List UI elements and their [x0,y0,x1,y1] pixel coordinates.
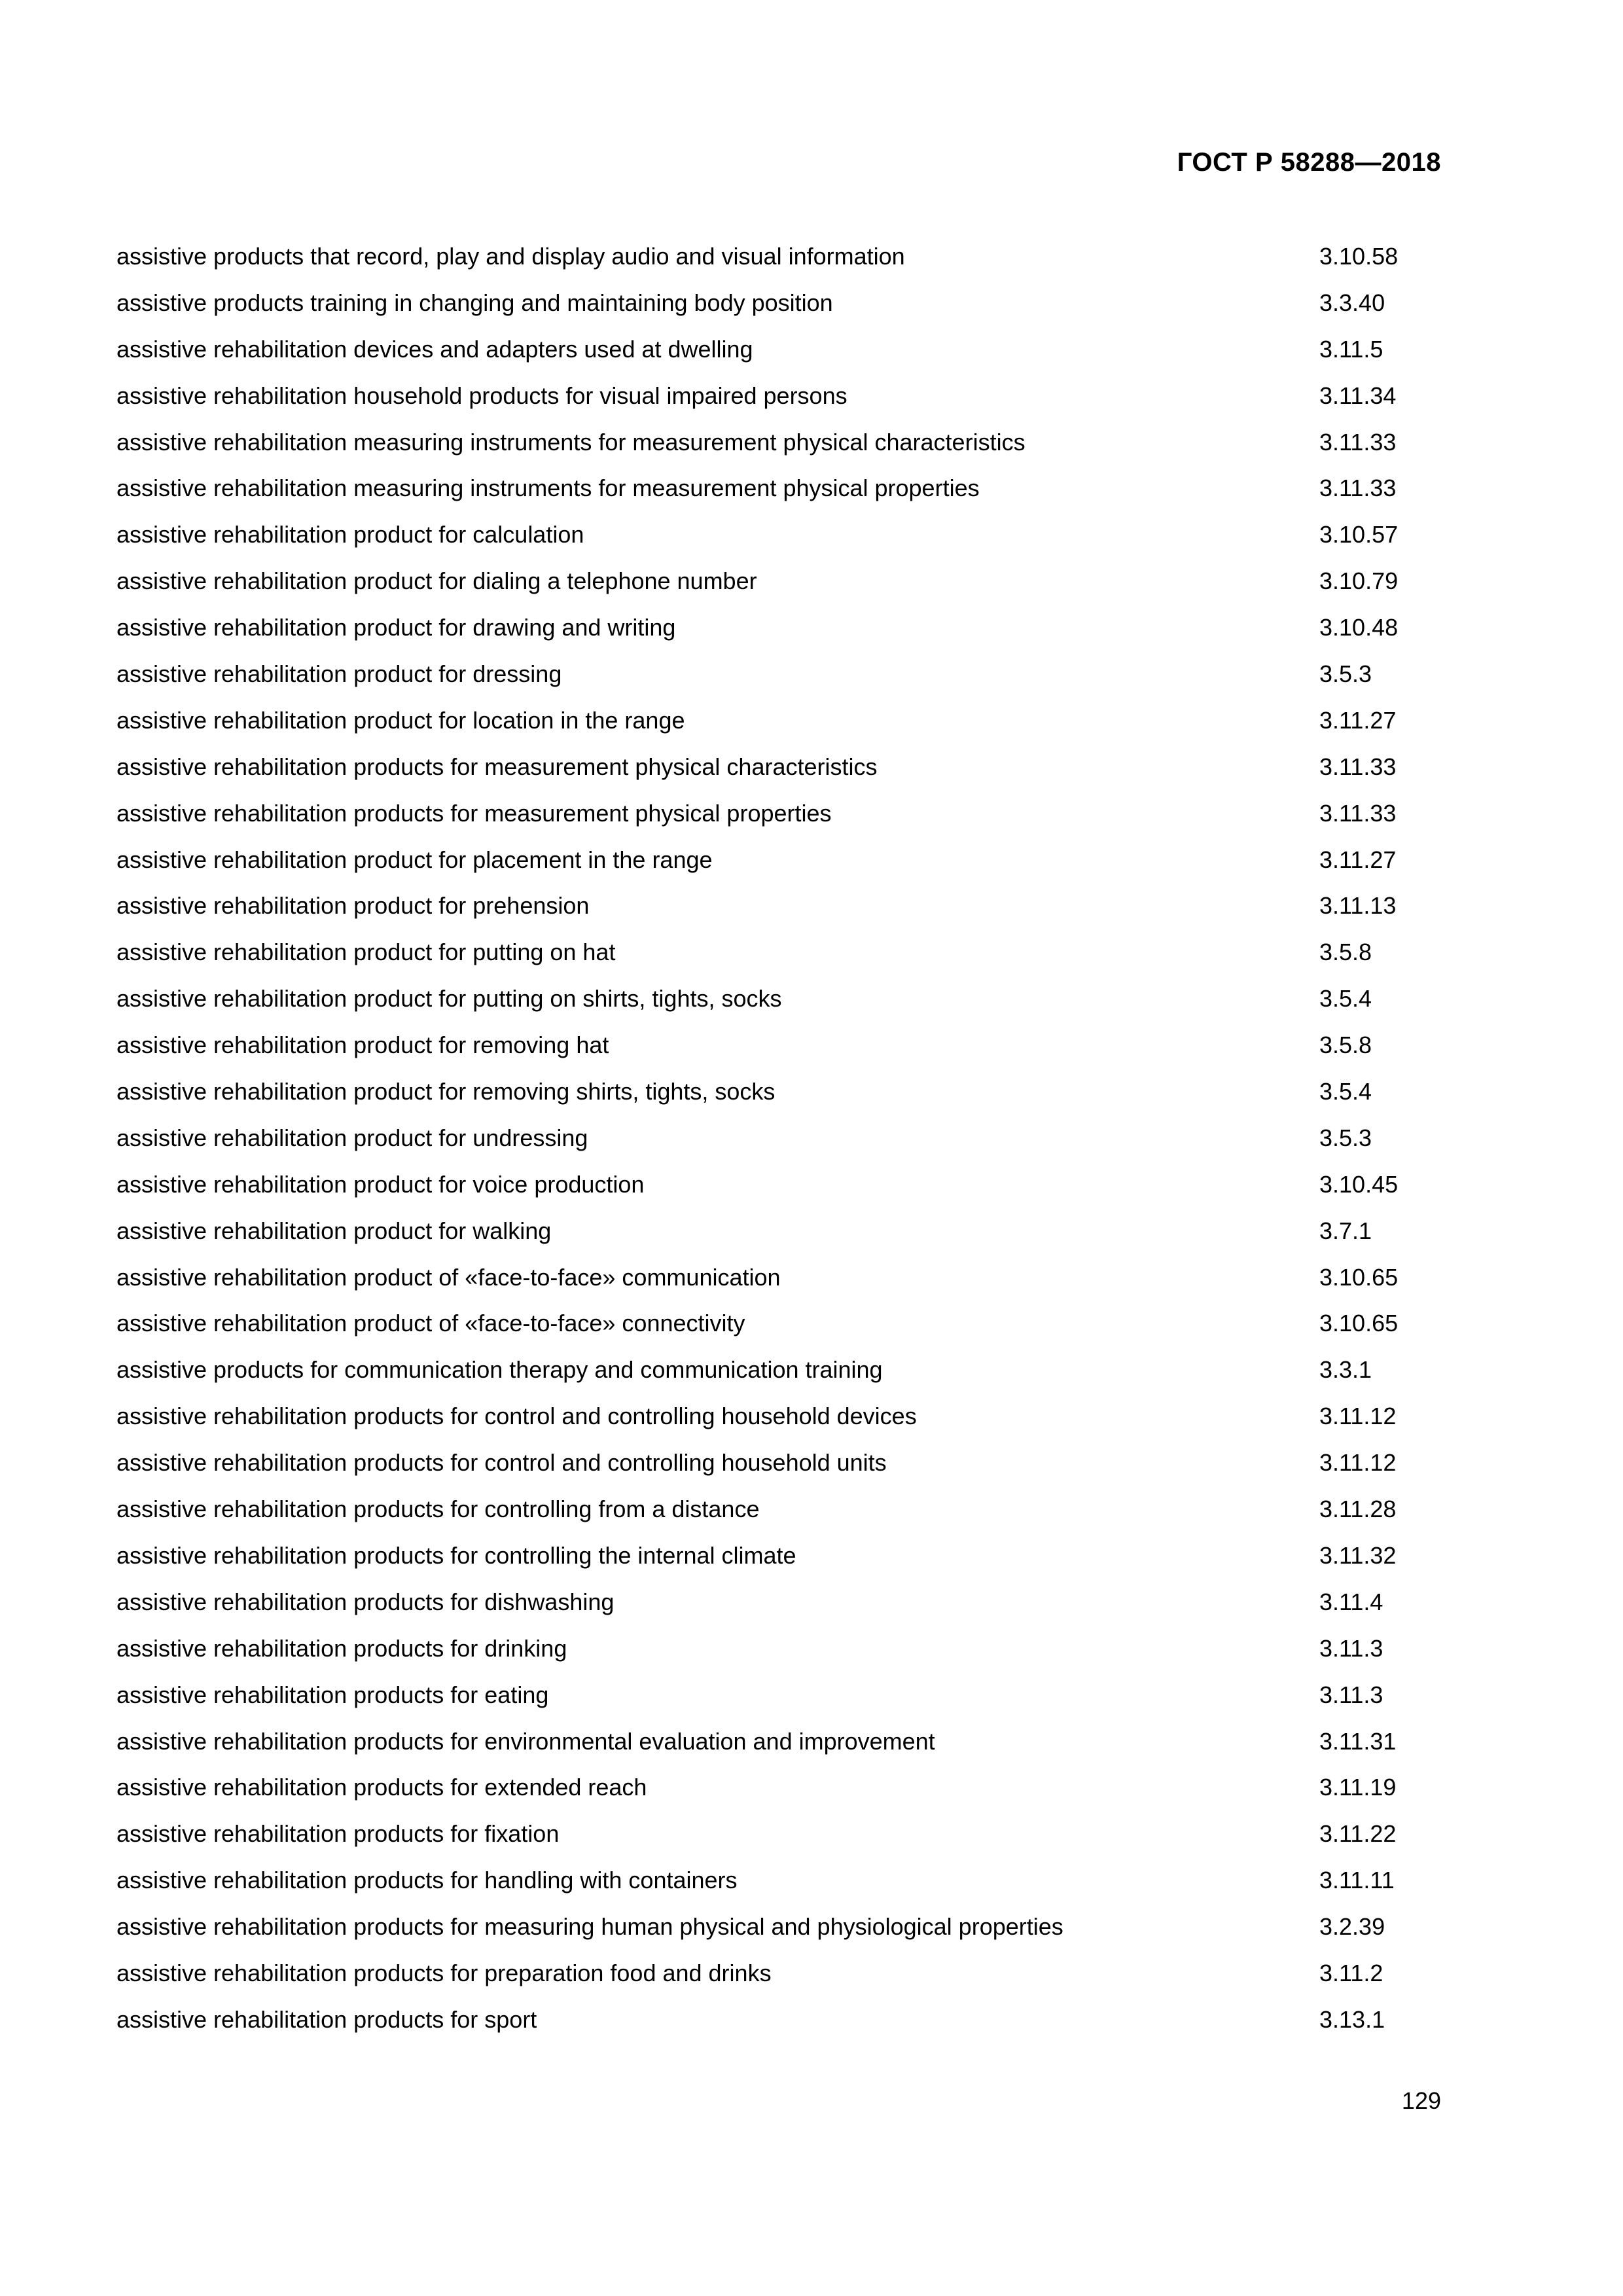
index-entry [116,1076,1441,1122]
index-term: assistive products that record, play and display audio and visual information [116,243,905,270]
index-reference: 3.11.3 [1319,1681,1383,1708]
index-term: assistive products for communication therapy and communication training [116,1356,883,1384]
index-reference: 3.11.27 [1319,706,1397,734]
index-term: assistive rehabilitation products for extended reach [116,1774,647,1801]
index-reference: 3.11.34 [1319,382,1397,409]
index-reference: 3.5.8 [1319,939,1372,966]
index-entry [116,1401,1441,1447]
index-term: assistive rehabilitation product for walking [116,1217,552,1244]
index-reference: 3.3.40 [1319,289,1385,316]
index-reference: 3.5.4 [1319,1078,1372,1105]
index-entry [116,473,1441,519]
index-entry [116,2004,1441,2051]
index-entry [116,427,1441,473]
index-entry [116,890,1441,937]
index-entry [116,380,1441,427]
index-term: assistive rehabilitation product for drawing and writing [116,614,676,641]
index-term: assistive rehabilitation product for location in the range [116,706,685,734]
index-reference: 3.2.39 [1319,1913,1385,1941]
index-term: assistive rehabilitation products for dishwashing [116,1588,615,1615]
index-entry [116,1030,1441,1076]
index-entry [116,1679,1441,1726]
index-entry [116,1726,1441,1772]
index-entry [116,287,1441,334]
index-term: assistive rehabilitation products for measurement physical characteristics [116,753,878,780]
index-entry [116,1958,1441,2004]
index-entry [116,1540,1441,1587]
index-term: assistive rehabilitation products for sport [116,2005,537,2033]
index-entry [116,844,1441,891]
index-term: assistive products training in changing and maintaining body position [116,289,833,316]
index-term: assistive rehabilitation measuring instruments for measurement physical properties [116,475,980,502]
index-reference: 3.7.1 [1319,1217,1372,1244]
index-term: assistive rehabilitation products for controlling the internal climate [116,1541,796,1569]
index-term: assistive rehabilitation products for controlling from a distance [116,1496,760,1523]
index-reference: 3.11.33 [1319,799,1397,827]
index-reference: 3.11.4 [1319,1588,1383,1615]
index-entry [116,658,1441,705]
index-reference: 3.13.1 [1319,2005,1385,2033]
index-entry [116,983,1441,1030]
index-reference: 3.11.27 [1319,846,1397,873]
index-reference: 3.11.12 [1319,1449,1397,1477]
index-reference: 3.10.65 [1319,1263,1399,1291]
index-term: assistive rehabilitation product for calculation [116,521,584,548]
index-term: assistive rehabilitation products for measuring human physical and physiological properties [116,1913,1063,1941]
index-reference: 3.11.28 [1319,1496,1397,1523]
index-entry [116,705,1441,751]
index-entry [116,1215,1441,1262]
index-term: assistive rehabilitation products for drinking [116,1634,567,1662]
index-term: assistive rehabilitation products for control and controlling household units [116,1449,887,1477]
index-entry [116,1169,1441,1215]
index-term: assistive rehabilitation products for measurement physical properties [116,799,832,827]
index-reference: 3.11.13 [1319,892,1397,920]
index-term: assistive rehabilitation product for dressing [116,660,562,688]
index-reference: 3.11.32 [1319,1541,1397,1569]
index-entry [116,937,1441,983]
index-term: assistive rehabilitation products for preparation food and drinks [116,1959,772,1986]
index-term: assistive rehabilitation product for placement in the range [116,846,713,873]
index-reference: 3.11.31 [1319,1727,1397,1755]
index-term: assistive rehabilitation product for removing shirts, tights, socks [116,1078,776,1105]
index-entry [116,241,1441,287]
index-entry [116,798,1441,844]
index-entry [116,1587,1441,1633]
index-reference: 3.11.33 [1319,753,1397,780]
index-entry [116,565,1441,612]
index-reference: 3.10.57 [1319,521,1399,548]
index-entry [116,612,1441,658]
index-entry [116,1262,1441,1308]
index-term: assistive rehabilitation products for eating [116,1681,549,1708]
index-term: assistive rehabilitation products for control and controlling household devices [116,1403,917,1430]
index-term: assistive rehabilitation measuring instruments for measurement physical characteristics [116,428,1026,456]
index-term: assistive rehabilitation products for fixation [116,1820,560,1848]
index-reference: 3.11.33 [1319,428,1397,456]
index-term: assistive rehabilitation product for undressing [116,1124,588,1151]
index-reference: 3.10.48 [1319,614,1399,641]
index-entry [116,1308,1441,1354]
index-reference: 3.11.5 [1319,335,1383,363]
index-term: assistive rehabilitation products for handling with containers [116,1867,738,1894]
index-entry [116,1911,1441,1958]
index-entry [116,1772,1441,1818]
index-reference: 3.5.4 [1319,985,1372,1013]
index-reference: 3.10.45 [1319,1170,1399,1198]
index-reference: 3.11.33 [1319,475,1397,502]
index-reference: 3.11.3 [1319,1634,1383,1662]
index-term: assistive rehabilitation product for putting on shirts, tights, socks [116,985,782,1013]
index-reference: 3.10.58 [1319,243,1399,270]
index-reference: 3.5.8 [1319,1031,1372,1059]
index-entry [116,1633,1441,1679]
index-term: assistive rehabilitation product of «face-to-face» communication [116,1263,781,1291]
index-entry [116,1494,1441,1540]
index-entry [116,1354,1441,1401]
index-reference: 3.11.11 [1319,1867,1395,1894]
index-entry [116,334,1441,380]
index-term: assistive rehabilitation household products for visual impaired persons [116,382,847,409]
page-number: 129 [1401,2087,1441,2114]
index-reference: 3.3.1 [1319,1356,1372,1384]
index-reference: 3.11.22 [1319,1820,1397,1848]
index-entry [116,1122,1441,1169]
index-entry [116,1865,1441,1911]
index-entry [116,1818,1441,1865]
index-entry [116,1447,1441,1494]
index-reference: 3.10.79 [1319,567,1399,595]
index-term: assistive rehabilitation products for environmental evaluation and improvement [116,1727,935,1755]
index-reference: 3.10.65 [1319,1310,1399,1337]
index-term: assistive rehabilitation product for dialing a telephone number [116,567,757,595]
index-term: assistive rehabilitation product of «face-to-face» connectivity [116,1310,745,1337]
index-term: assistive rehabilitation product for prehension [116,892,590,920]
index-reference: 3.5.3 [1319,660,1372,688]
index-reference: 3.11.12 [1319,1403,1397,1430]
index-reference: 3.11.19 [1319,1774,1397,1801]
index-term: assistive rehabilitation devices and adapters used at dwelling [116,335,753,363]
index-entry [116,751,1441,798]
index-term: assistive rehabilitation product for voice production [116,1170,645,1198]
index-reference: 3.11.2 [1319,1959,1383,1986]
page-header-standard: ГОСТ Р 58288—2018 [1177,148,1441,177]
index-list [116,241,1441,2051]
index-reference: 3.5.3 [1319,1124,1372,1151]
index-entry [116,519,1441,565]
index-term: assistive rehabilitation product for putting on hat [116,939,616,966]
index-term: assistive rehabilitation product for removing hat [116,1031,609,1059]
